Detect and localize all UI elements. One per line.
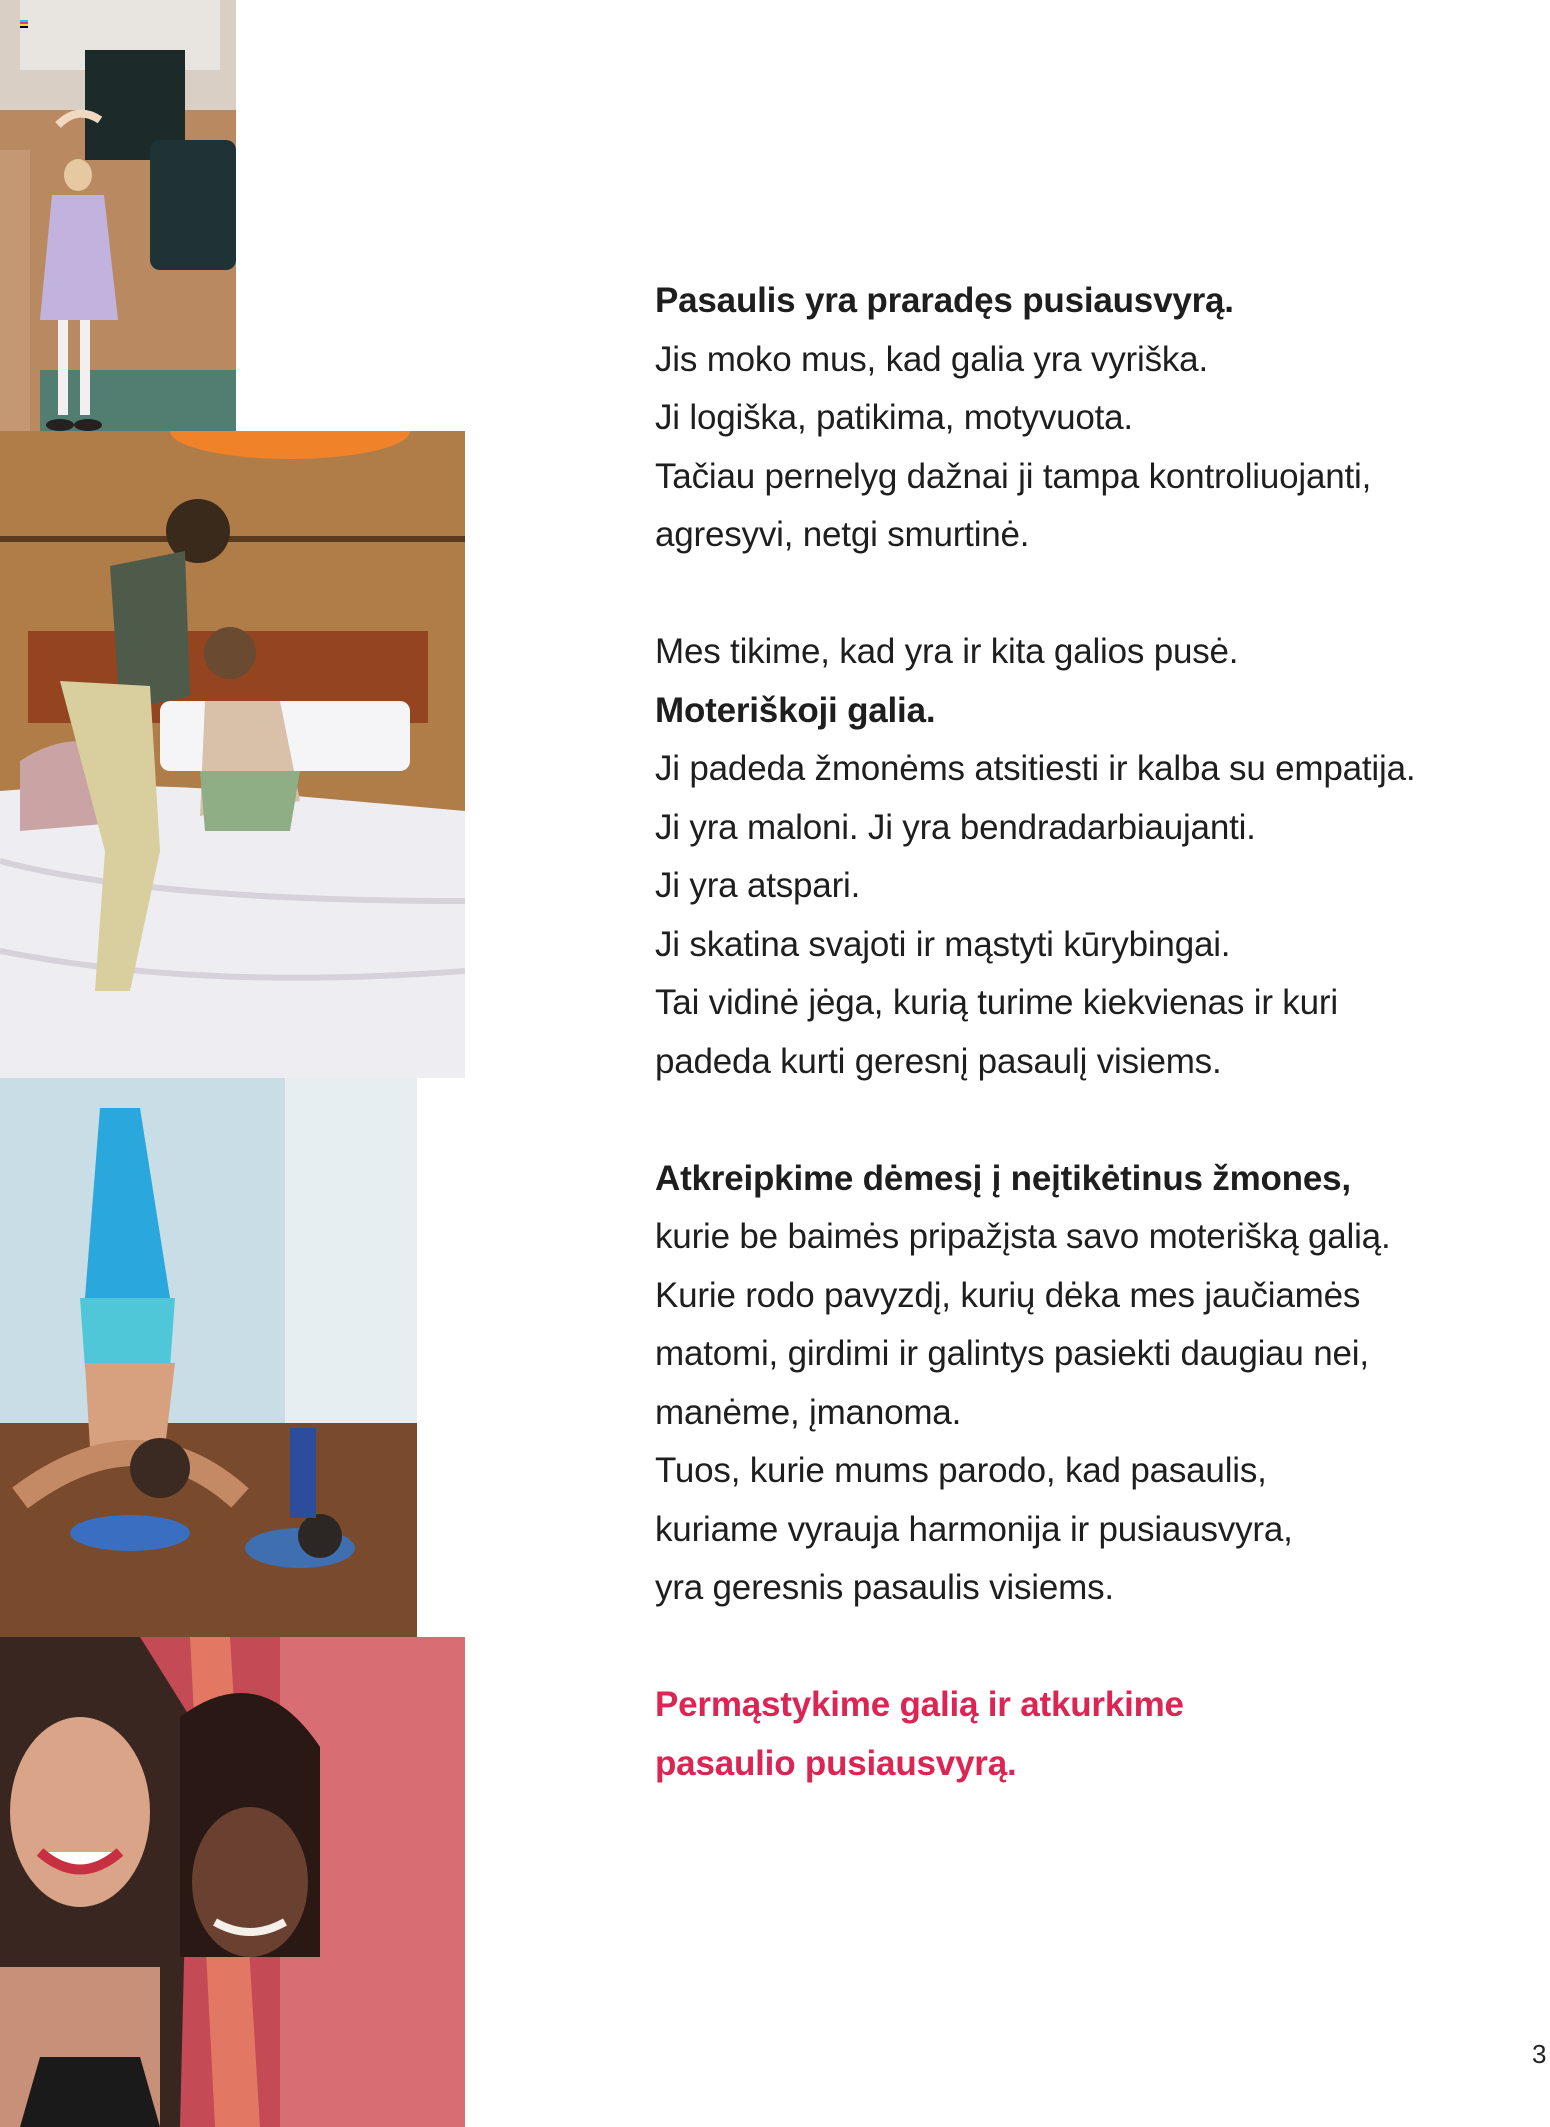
manifesto-text: [655, 272, 1535, 1852]
text-line: yra geresnis pasaulis visiems.: [655, 1568, 1114, 1607]
stanza-heading: Atkreipkime dėmesį į neįtikėtinus žmones,: [655, 1158, 1351, 1198]
photo-father-daughter-bed: [0, 431, 465, 1078]
text-line: Ji padeda žmonėms atsitiesti ir kalba su empatija.: [655, 749, 1416, 788]
color-registration-mark: [20, 20, 28, 28]
text-line: Tuos, kurie mums parodo, kad pasaulis,: [655, 1451, 1267, 1490]
photo-two-smiling-women: [0, 1637, 465, 2127]
text-line: Ji skatina svajoti ir mąstyti kūrybingai.: [655, 924, 1231, 964]
stanza-heading: Moteriškoji galia.: [655, 690, 936, 730]
text-line: Jis moko mus, kad galia yra vyriška.: [655, 339, 1208, 379]
photo-yoga-headstand: [0, 1078, 417, 1637]
stanza-feminine-power: [655, 623, 1535, 1091]
text-line: Mes tikime, kad yra ir kita galios pusė.: [655, 632, 1239, 671]
text-line: Ji yra atspari.: [655, 866, 861, 905]
call-to-action-line: pasaulio pusiausvyrą.: [655, 1743, 1017, 1783]
text-line: kurie be baimės pripažįsta savo moterišką galią.: [655, 1217, 1391, 1256]
text-line: Tačiau pernelyg dažnai ji tampa kontroliuojanti,: [655, 456, 1372, 496]
stanza-heading: Pasaulis yra praradęs pusiausvyrą.: [655, 281, 1234, 320]
text-line: matomi, girdimi ir galintys pasiekti daugiau nei,: [655, 1334, 1369, 1373]
text-line: Ji yra maloni. Ji yra bendradarbiaujanti.: [655, 807, 1256, 847]
text-line: padeda kurti geresnį pasaulį visiems.: [655, 1041, 1222, 1081]
text-line: Kurie rodo pavyzdį, kurių dėka mes jaučiamės: [655, 1275, 1361, 1315]
stanza-call-to-action: [655, 1676, 1535, 1793]
page-number: 3: [1532, 2039, 1547, 2069]
text-line: agresyvi, netgi smurtinė.: [655, 515, 1030, 554]
photo-girl-dancing: [0, 0, 236, 478]
text-line: Tai vidinė jėga, kurią turime kiekvienas ir kuri: [655, 983, 1338, 1022]
text-line: Ji logiška, patikima, motyvuota.: [655, 398, 1133, 437]
stanza-incredible-people: [655, 1150, 1535, 1618]
call-to-action-line: Permąstykime galią ir atkurkime: [655, 1685, 1184, 1724]
text-line: kuriame vyrauja harmonija ir pusiausvyra,: [655, 1509, 1293, 1549]
text-line: manėme, įmanoma.: [655, 1392, 962, 1432]
stanza-imbalance: [655, 272, 1535, 565]
